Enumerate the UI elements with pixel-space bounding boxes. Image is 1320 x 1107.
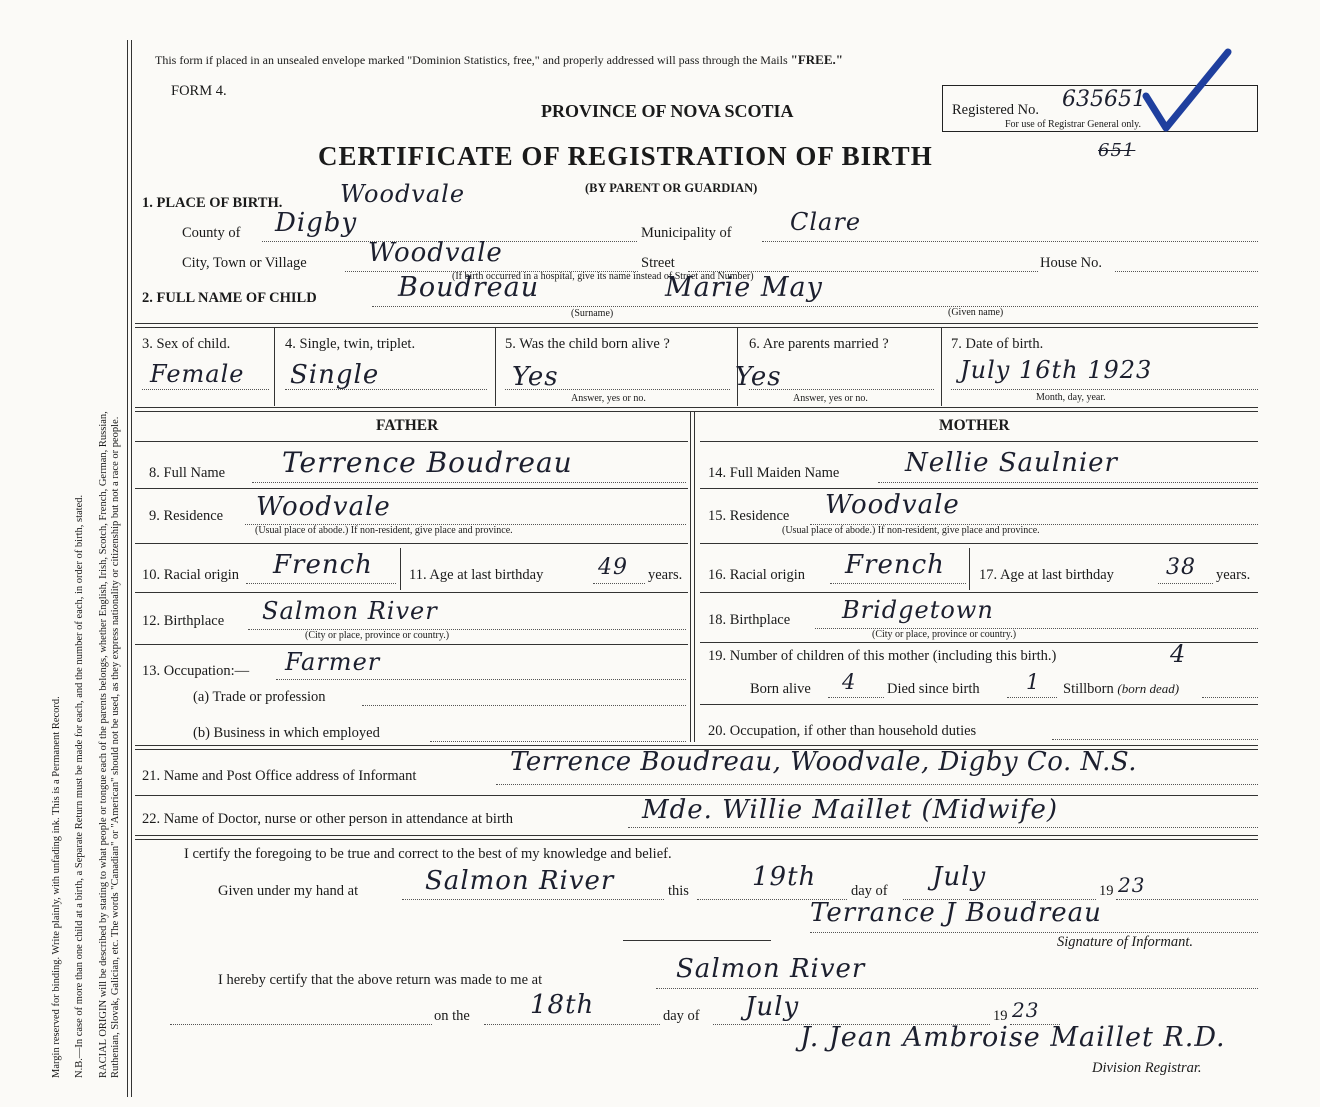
mother-residence-label: 15. Residence xyxy=(708,508,790,524)
registered-label: Registered No. xyxy=(952,102,1039,118)
mother-birthplace-label: 18. Birthplace xyxy=(708,612,791,628)
sex-label: 3. Sex of child. xyxy=(142,336,231,352)
father-name-rule xyxy=(135,488,688,489)
mother-age-value: 38 xyxy=(1166,555,1196,580)
registrar-year-suffix: 23 xyxy=(1012,998,1040,1022)
mother-residence-value: Woodvale xyxy=(825,490,960,520)
father-name-label: 8. Full Name xyxy=(149,465,226,481)
died-since-birth-line xyxy=(1007,697,1057,698)
mother-name-rule xyxy=(700,488,1258,489)
father-heading: FATHER xyxy=(376,417,439,434)
place-of-birth-value: Woodvale xyxy=(340,180,466,208)
stillborn-line xyxy=(1202,697,1258,698)
side-note-racial-2: Ruthenian, Slovak, Galician, etc. The words "Canadian" or "American" should not be used, as they express nationality or citizenship but not a race or people. xyxy=(110,416,121,1078)
hospital-note: (If birth occurred in a hospital, give its name instead of Street and Number) xyxy=(452,271,754,282)
form-number: FORM 4. xyxy=(171,83,227,99)
house-number-label: House No. xyxy=(1040,255,1103,271)
given-year-line xyxy=(1116,899,1258,900)
given-day-of-label: day of xyxy=(851,883,888,899)
stillborn-note: (born dead) xyxy=(1117,681,1180,696)
county-value: Digby xyxy=(275,208,358,238)
registrar-day-of-label: day of xyxy=(663,1008,700,1024)
given-place-value: Salmon River xyxy=(425,866,615,896)
father-business-label: (b) Business in which employed xyxy=(193,725,380,741)
doctor-label: 22. Name of Doctor, nurse or other person in attendance at birth xyxy=(142,811,514,827)
certificate-subtitle: (BY PARENT OR GUARDIAN) xyxy=(585,181,758,195)
father-birthplace-rule xyxy=(135,644,688,645)
mail-note-free: "FREE." xyxy=(790,52,843,67)
plurality-label: 4. Single, twin, triplet. xyxy=(285,336,416,352)
given-day-value: 19th xyxy=(752,862,817,892)
born-alive-line xyxy=(828,697,884,698)
father-residence-caption: (Usual place of abode.) If non-resident, give place and province. xyxy=(255,525,513,536)
date-of-birth-value: July 16th 1923 xyxy=(960,356,1153,384)
mother-birthplace-value: Bridgetown xyxy=(842,596,994,624)
side-note-racial-1: RACIAL ORIGIN will be described by stating to what people or tongue each of the parents belongs, whether English, Irish, Scotch, French, German, Russian, xyxy=(98,411,109,1078)
father-racial-rule xyxy=(135,592,688,593)
father-age-unit: years. xyxy=(648,567,683,583)
child-name-label: 2. FULL NAME OF CHILD xyxy=(142,290,317,306)
certification-text: I certify the foregoing to be true and correct to the best of my knowledge and belief. xyxy=(184,846,672,862)
mother-children-rule xyxy=(700,704,1258,705)
date-of-birth-caption: Month, day, year. xyxy=(1036,392,1106,403)
mother-name-value: Nellie Saulnier xyxy=(905,448,1118,478)
parents-married-answer-caption: Answer, yes or no. xyxy=(793,393,868,404)
mother-racial-rule xyxy=(700,592,1258,593)
mail-note xyxy=(155,52,843,68)
plurality-value: Single xyxy=(290,360,380,390)
place-of-birth-label: 1. PLACE OF BIRTH. xyxy=(142,195,283,211)
mother-age-label: 17. Age at last birthday xyxy=(979,567,1114,583)
father-racial-age-divider xyxy=(400,548,401,590)
mother-name-label: 14. Full Maiden Name xyxy=(708,465,840,481)
father-name-line xyxy=(252,482,686,483)
given-year-prefix: 19 xyxy=(1099,883,1114,899)
father-trade-line xyxy=(362,705,686,706)
informant-signature-caption: Signature of Informant. xyxy=(1057,934,1194,950)
mother-residence-caption: (Usual place of abode.) If non-resident, give place and province. xyxy=(782,525,1040,536)
province-heading: PROVINCE OF NOVA SCOTIA xyxy=(541,101,794,121)
mother-racial-origin-line xyxy=(830,583,966,584)
registrar-place-line xyxy=(656,988,1258,989)
child-name-line xyxy=(372,306,1258,307)
father-mother-divider xyxy=(690,412,695,742)
mother-heading: MOTHER xyxy=(939,417,1010,434)
given-year-suffix: 23 xyxy=(1118,873,1146,897)
father-occupation-value: Farmer xyxy=(285,648,381,676)
sex-line xyxy=(142,389,269,390)
binding-margin-rule xyxy=(127,40,132,1097)
municipality-label: Municipality of xyxy=(641,225,732,241)
father-birthplace-caption: (City or place, province or country.) xyxy=(305,630,450,641)
doctor-line xyxy=(628,827,1258,828)
father-residence-rule xyxy=(135,543,688,544)
this-label: this xyxy=(668,883,689,899)
mother-heading-rule xyxy=(700,441,1258,442)
died-since-birth-value: 1 xyxy=(1026,670,1041,694)
registered-number-value: 635651 xyxy=(1062,87,1146,112)
father-name-value: Terrence Boudreau xyxy=(282,446,573,479)
given-name-caption: (Given name) xyxy=(948,307,1004,318)
father-racial-origin-value: French xyxy=(273,550,373,580)
registrar-place-value: Salmon River xyxy=(676,954,866,984)
father-age-value: 49 xyxy=(598,555,628,580)
born-alive-label: Born alive xyxy=(750,681,811,697)
father-age-line xyxy=(593,583,645,584)
father-heading-rule xyxy=(135,441,688,442)
rule-after-name xyxy=(135,323,1258,328)
parents-married-value: Yes xyxy=(735,362,782,392)
mother-residence-rule xyxy=(700,543,1258,544)
rule-before-parents xyxy=(135,407,1258,412)
mother-racial-age-divider xyxy=(969,548,970,590)
born-alive-question-label: 5. Was the child born alive ? xyxy=(505,336,670,352)
mother-racial-origin-label: 16. Racial origin xyxy=(708,567,806,583)
house-number-line xyxy=(1115,271,1258,272)
mail-note-text: This form if placed in an unsealed envelope marked "Dominion Statistics, free," and properly addressed will pass through the Mails xyxy=(155,53,788,67)
side-note-margin: Margin reserved for binding. Write plainly, with unfading ink. This is a Permanent Record. xyxy=(51,696,62,1078)
registrar-signature: J. Jean Ambroise Maillet R.D. xyxy=(800,1022,1226,1053)
surname-caption: (Surname) xyxy=(571,308,614,319)
father-business-line xyxy=(430,741,686,742)
father-residence-value: Woodvale xyxy=(256,492,391,522)
father-racial-origin-line xyxy=(246,583,396,584)
municipality-value: Clare xyxy=(790,208,862,236)
short-separator-rule xyxy=(623,940,771,941)
city-label: City, Town or Village xyxy=(182,255,307,271)
born-alive-value: 4 xyxy=(842,670,857,694)
mother-occupation-line xyxy=(1052,739,1258,740)
registrar-certify-text: I hereby certify that the above return was made to me at xyxy=(218,972,543,988)
date-of-birth-line xyxy=(951,389,1258,390)
father-age-label: 11. Age at last birthday xyxy=(409,567,544,583)
informant-label: 21. Name and Post Office address of Informant xyxy=(142,768,417,784)
registrar-on-the-label: on the xyxy=(434,1008,470,1024)
born-alive-answer-caption: Answer, yes or no. xyxy=(571,393,646,404)
father-occupation-label: 13. Occupation:— xyxy=(142,663,250,679)
mother-age-unit: years. xyxy=(1216,567,1251,583)
given-under-hand-label: Given under my hand at xyxy=(218,883,359,899)
given-place-line xyxy=(402,899,664,900)
side-note-nb: N.B.—In case of more than one child at a birth, a Separate Return must be made for each, and the number of each, in order of birth, stated. xyxy=(74,494,85,1078)
divider-6-7 xyxy=(941,328,942,406)
county-label: County of xyxy=(182,225,241,241)
born-alive-question-value: Yes xyxy=(512,362,559,392)
informant-value: Terrence Boudreau, Woodvale, Digby Co. N.S. xyxy=(510,747,1138,777)
street-label: Street xyxy=(641,255,675,271)
father-racial-origin-label: 10. Racial origin xyxy=(142,567,240,583)
mother-occupation-label: 20. Occupation, if other than household duties xyxy=(708,723,977,739)
parents-married-label: 6. Are parents married ? xyxy=(749,336,889,352)
registrar-note: For use of Registrar General only. xyxy=(1005,119,1141,130)
child-surname-value: Boudreau xyxy=(398,272,540,303)
certificate-title: CERTIFICATE OF REGISTRATION OF BIRTH xyxy=(318,141,933,171)
father-birthplace-label: 12. Birthplace xyxy=(142,613,225,629)
municipality-line xyxy=(762,241,1258,242)
registrar-day-line xyxy=(484,1024,660,1025)
division-registrar-caption: Division Registrar. xyxy=(1092,1060,1202,1076)
sex-value: Female xyxy=(150,360,245,388)
mother-birthplace-caption: (City or place, province or country.) xyxy=(872,629,1017,640)
mother-children-value: 4 xyxy=(1170,640,1187,668)
stillborn-label xyxy=(1063,681,1179,698)
doctor-value: Mde. Willie Maillet (Midwife) xyxy=(642,795,1058,825)
father-birthplace-value: Salmon River xyxy=(262,597,438,625)
mother-children-label: 19. Number of children of this mother (including this birth.) xyxy=(708,648,1057,664)
divider-3-4 xyxy=(274,328,275,406)
child-given-name-value: Marie May xyxy=(665,272,823,303)
given-month-value: July xyxy=(932,862,987,892)
informant-line xyxy=(496,784,1258,785)
struck-number: 651 xyxy=(1098,140,1136,161)
registrar-month-value: July xyxy=(745,992,800,1022)
mother-racial-origin-value: French xyxy=(845,550,945,580)
informant-signature-line xyxy=(810,932,1258,933)
checkmark-icon xyxy=(1138,48,1234,134)
city-value: Woodvale xyxy=(368,238,503,268)
mother-name-line xyxy=(878,482,1258,483)
rule-after-doctor xyxy=(135,835,1258,840)
divider-4-5 xyxy=(495,328,496,406)
registrar-year-prefix: 19 xyxy=(993,1008,1008,1024)
mother-age-line xyxy=(1158,583,1213,584)
father-trade-label: (a) Trade or profession xyxy=(193,689,326,705)
stillborn-text: Stillborn xyxy=(1063,681,1114,697)
date-of-birth-label: 7. Date of birth. xyxy=(951,336,1044,352)
father-occupation-line xyxy=(276,679,686,680)
informant-signature: Terrance J Boudreau xyxy=(810,898,1102,928)
died-since-birth-label: Died since birth xyxy=(887,681,980,697)
registrar-day-value: 18th xyxy=(530,990,595,1020)
father-residence-label: 9. Residence xyxy=(149,508,224,524)
registrar-leading-line xyxy=(170,1024,432,1025)
